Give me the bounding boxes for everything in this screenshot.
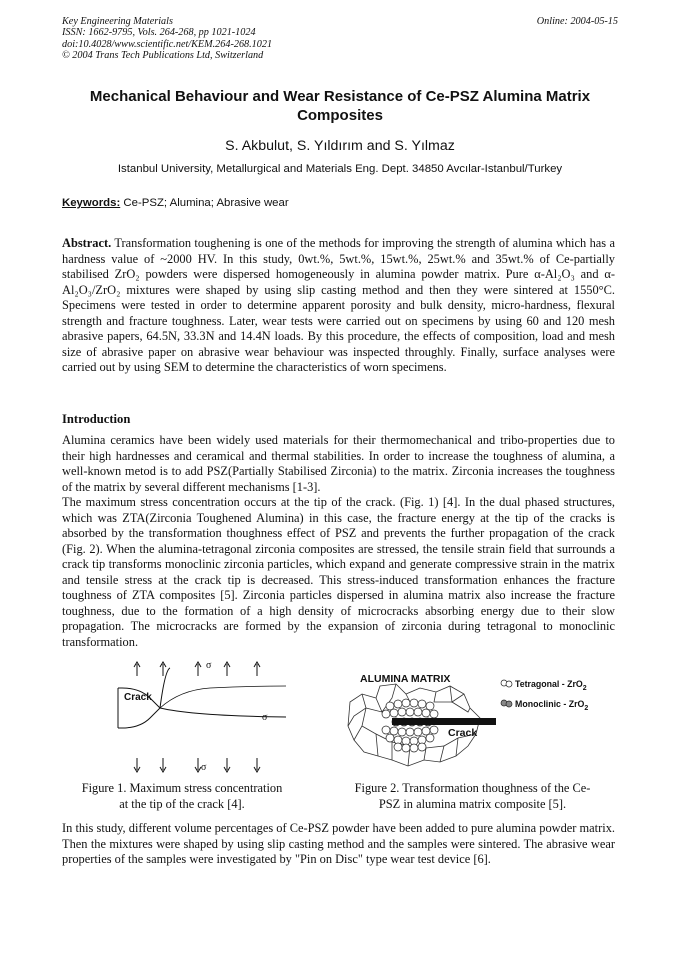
svg-text:Tetragonal - ZrO2 (515, 679, 587, 692)
introduction-paragraph-3: In this study, different volume percentages of Ce-PSZ powder have been added to pure alumina powder matrix. Then the mixtures were shaped by using slip casting method and the samples were sintered. The abrasive wear properties of the samples were investigated by "Pin on Disc" type wear test device [6]. (62, 821, 615, 866)
abstract-paragraph (62, 236, 615, 376)
figure-1-caption-line-1: Figure 1. Maximum stress concentration (81, 781, 283, 795)
paper-affiliation: Istanbul University, Metallurgical and Materials Eng. Dept. 34850 Avcılar-Istanbul/Turkey (117, 163, 563, 175)
introduction-paragraph-2: The maximum stress concentration occurs at the tip of the crack. (Fig. 1) [4]. In the dual phased structures, which was ZTA(Zirconia Toughened Alumina) in this case, the fracture energy at the tip of the cracks is absorbed by the transformation thoughness effect of PSZ and prevents the further propagation of the crack (Fig. 2). When the alumina-tetragonal zirconia composites are stressed, the tensile strain field that surrounds a crack tip transforms monoclinic zirconia particles, which expand and generate compressive strain in the matrix and tensile stress at the crack tip is decreased. This stress-induced transformation enhances the fracture toughness of ZTA composites [5]. Zirconia particles dispersed in alumina matrix also increase the fracture toughness, due to the formation of a high density of microcracks absorbing energy due to their slow propagation. The microcracks are formed by the expansion of zirconia during tetragonal to monoclinic transformation. (62, 495, 615, 649)
paper-authors: S. Akbulut, S. Yıldırım and S. Yılmaz (225, 138, 455, 154)
legend-tetragonal (501, 679, 587, 692)
section-heading-introduction: Introduction (62, 412, 131, 426)
online-date: Online: 2004-05-15 (536, 16, 618, 27)
introduction-body (62, 433, 615, 650)
keywords-line (62, 197, 289, 209)
arrows-top (134, 662, 260, 676)
legend-tetragonal-label: Tetragonal - ZrO (515, 679, 583, 689)
paper-title: Mechanical Behaviour and Wear Resistance of Ce-PSZ Alumina Matrix Composites (89, 88, 591, 124)
journal-name: Key Engineering Materials (62, 16, 173, 27)
abstract-lead: Abstract. (62, 236, 112, 250)
figure-2-matrix-label: ALUMINA MATRIX (360, 673, 451, 685)
sigma-top-label: σ (206, 660, 212, 671)
journal-copyright: © 2004 Trans Tech Publications Ltd, Switzerland (62, 49, 264, 61)
legend-monoclinic-label: Monoclinic - ZrO (515, 699, 585, 709)
figure-2-caption (330, 780, 615, 812)
arrows-bottom (134, 758, 260, 772)
legend-tetragonal-subscript: 2 (582, 685, 587, 692)
figure-2-matrix-diagram (340, 672, 615, 772)
keywords-label: Keywords: (62, 197, 121, 209)
figure-2-crack-label: Crack (448, 727, 478, 739)
svg-text:Monoclinic - ZrO2 (515, 699, 588, 712)
abstract-text: Transformation toughening is one of the methods for improving the strength of alumina which has a hardness value of ~2000 HV. In this study, 0wt.%, 5wt.%, 15wt.%, 25wt.% and 35wt.% of Ce-partially stabilised ZrO₂ powders were dispersed homogeneously in alumina powder matrix. Pure α-Al₂O₃ and α-Al₂O₃/ZrO₂ mixtures were shaped by using slip casting method and then they were sintered at 1550°C. Specimens were tested in order to determine apparent porosity and bulk density, micro-hardness, flexural strength and fracture toughness. Later, wear tests were carried out on specimens by using 60 and 120 mesh abrasive papers, 64.5N, 33.3N and 14.4N loads. By this procedure, the effects of composition, load and mesh size of abrasive paper on abrasive wear behaviour was inspected throughly. Finally, surface analyses were carried out by using SEM to determine the characteristics of worn specimens. (62, 236, 615, 374)
legend-monoclinic-subscript: 2 (584, 705, 589, 712)
sigma-bottom-label: σ (201, 762, 207, 773)
figure-2-caption-line-1: Figure 2. Transformation thoughness of the Ce- (354, 781, 591, 795)
figure-1-crack-label: Crack (124, 692, 152, 703)
introduction-paragraph-1: Alumina ceramics have been widely used materials for their thermomechanical and tribo-properties due to their high hardnesses and ceramical and thermal stabilities. In order to increase the toughness of alumina, a well-known metod is to add PSZ(Partially Stabilised Zirconia) to the matrix. Zirconia increases the toughness of the matrix by several different mechanisms [1-3]. (62, 433, 615, 494)
journal-doi: doi:10.4028/www.scientific.net/KEM.264-268.1021 (62, 38, 273, 50)
figure-1-stress-diagram (110, 660, 288, 778)
legend-monoclinic (501, 699, 588, 712)
figure-1-caption (62, 780, 302, 812)
figure-2-caption-line-2: PSZ in alumina matrix composite [5]. (378, 797, 567, 811)
keywords-text: Ce-PSZ; Alumina; Abrasive wear (120, 197, 289, 209)
crack-bar (392, 718, 496, 725)
sigma-right-label: σ (262, 712, 268, 723)
journal-issn: ISSN: 1662-9795, Vols. 264-268, pp 1021-1024 (62, 27, 256, 39)
journal-header (62, 16, 272, 61)
figure-1-caption-line-2: at the tip of the crack [4]. (119, 797, 245, 811)
